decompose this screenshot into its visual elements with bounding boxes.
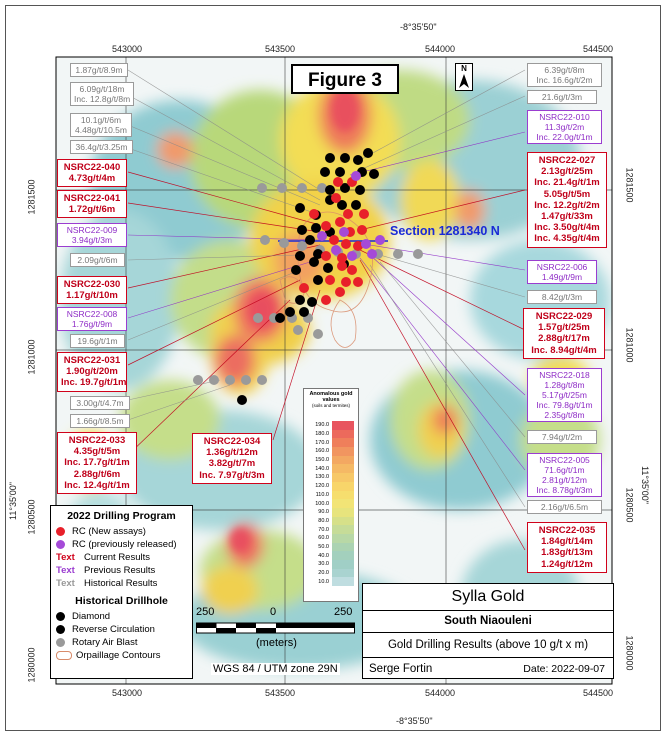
gray-dot-icon (56, 638, 65, 647)
callout-g13 (527, 500, 602, 514)
rc-prev-drillhole (347, 251, 357, 261)
map-subtitle: Gold Drilling Results (above 10 g/t x m) (363, 633, 613, 658)
scale-bar (196, 621, 356, 635)
callout-line: Inc. 12.8g/t/8m (74, 94, 131, 105)
color-scale-row (307, 508, 357, 517)
callout-line: 2.35g/t/8m (544, 410, 585, 421)
color-scale-value: 110.0 (315, 491, 329, 498)
color-scale-swatch (332, 491, 354, 500)
callout-line: NSRC22-009 (66, 225, 118, 235)
purple-dot-icon (56, 540, 65, 549)
rc-new-drillhole (347, 265, 357, 275)
callout-p009 (57, 223, 127, 247)
legend-rab (56, 636, 187, 649)
callout-line: 1.72g/t/6m (68, 204, 116, 216)
callout-line: 4.48g/t/10.5m (75, 125, 127, 136)
scale-bar-zero: 0 (270, 606, 277, 618)
northing-right-1: 1281500 (624, 167, 635, 203)
color-scale-row (307, 491, 357, 500)
project-name: South Niaouleni (363, 611, 613, 633)
color-scale-value: 140.0 (315, 465, 329, 472)
legend-historical-label: Historical Results (84, 578, 158, 589)
rab-drillhole (253, 313, 263, 323)
rc-new-drillhole (335, 287, 345, 297)
color-scale-row (307, 447, 357, 456)
callout-line: 1.84g/t/14m (541, 536, 593, 548)
color-scale (303, 388, 359, 602)
callout-line: Inc. 22.0g/t/1m (536, 132, 593, 143)
callout-line: 5.17g/t/25m (542, 390, 587, 401)
callout-r041 (57, 190, 127, 218)
callout-line: 1.24g/t/12m (541, 558, 593, 570)
rc-new-drillhole (321, 221, 331, 231)
rc-new-drillhole (353, 277, 363, 287)
easting-tick-4: 544500 (583, 44, 614, 54)
callout-line: 11.3g/t/2m (544, 122, 585, 133)
rab-drillhole (260, 235, 270, 245)
callout-line: 2.13g/t/25m (541, 166, 593, 178)
callout-line: 36.4g/t/3.25m (75, 142, 128, 152)
scale-bar-labels (196, 606, 356, 620)
easting-tick-b1: 543000 (112, 688, 143, 698)
historical-drillhole (295, 295, 305, 305)
callout-line: 1.57g/t/25m (538, 322, 590, 334)
color-scale-swatch (332, 517, 354, 526)
legend-rc-new (56, 525, 187, 538)
rc-new-drillhole (309, 209, 319, 219)
callout-line: 2.81g/t/12m (542, 475, 587, 486)
callout-line: 2.88g/t/6m (73, 468, 121, 480)
left-latitude: 11°35'00" (7, 482, 18, 520)
callout-g8 (70, 414, 130, 428)
historical-drillhole (313, 275, 323, 285)
black-dot-icon (56, 612, 65, 621)
callout-line: 5.05g/t/5m (543, 188, 591, 200)
northing-left-4: 1280000 (26, 647, 37, 683)
text-swatch-red: Text (56, 552, 75, 563)
author-date-row (363, 658, 613, 681)
callout-line: 1.17g/t/10m (66, 290, 118, 302)
legend-current (56, 551, 187, 564)
callout-line: 1.49g/t/9m (541, 272, 583, 283)
callout-r029 (523, 308, 605, 359)
callout-g3 (70, 113, 132, 137)
color-scale-value: 100.0 (315, 500, 329, 507)
color-scale-value: 70.0 (318, 526, 329, 533)
color-scale-value: 190.0 (315, 422, 329, 429)
color-scale-value: 150.0 (315, 457, 329, 464)
rc-prev-drillhole (339, 227, 349, 237)
rc-new-drillhole (335, 217, 345, 227)
color-scale-swatch (332, 482, 354, 491)
north-arrow (455, 63, 473, 91)
legend-rc-prev (56, 538, 187, 551)
easting-tick-3: 544000 (425, 44, 456, 54)
callout-line: Inc. 8.78g/t/3m (536, 485, 593, 496)
bottom-longitude: -8°35'50" (396, 716, 433, 726)
callout-line: Inc. 7.97g/t/3m (199, 469, 265, 481)
legend (50, 505, 193, 679)
callout-r034 (192, 433, 272, 484)
callout-line: 3.00g/t/4.7m (76, 398, 124, 408)
callout-line: 1.76g/t/9m (71, 319, 113, 330)
color-scale-value: 10.0 (318, 578, 329, 585)
callout-g12 (527, 430, 597, 444)
callout-line: 71.6g/t/1m (544, 465, 585, 476)
callout-line: NSRC22-027 (538, 155, 596, 166)
callout-g1 (70, 63, 128, 77)
color-scale-swatch (332, 499, 354, 508)
rc-new-drillhole (299, 283, 309, 293)
legend-title: 2022 Drilling Program (67, 510, 176, 522)
callout-line: Inc. 8.94g/t/4m (531, 344, 597, 356)
color-scale-row (307, 577, 357, 586)
callout-line: 1.90g/t/20m (66, 366, 118, 378)
callout-line: Inc. 19.7g/t/1m (61, 377, 127, 389)
callout-r035 (527, 522, 607, 573)
historical-drillhole (237, 395, 247, 405)
legend-diamond (56, 610, 187, 623)
scale-bar-left: 250 (196, 606, 215, 618)
historical-drillhole (355, 185, 365, 195)
historical-drillhole (309, 257, 319, 267)
rc-prev-drillhole (331, 245, 341, 255)
rab-drillhole (293, 325, 303, 335)
callout-line: Inc. 21.4g/t/1m (534, 177, 600, 189)
text-swatch-gray: Text (56, 578, 75, 589)
legend-rc-new-label: RC (New assays) (72, 526, 146, 537)
callout-line: 1.66g/t/8.5m (76, 416, 124, 426)
rc-new-drillhole (321, 295, 331, 305)
north-arrow-letter: N (461, 64, 467, 73)
historical-drillhole (295, 203, 305, 213)
rab-drillhole (225, 375, 235, 385)
scale-bar-right: 250 (334, 606, 353, 618)
easting-tick-b2: 543500 (265, 688, 296, 698)
easting-tick-b3: 544000 (425, 688, 456, 698)
color-scale-swatch (332, 551, 354, 560)
historical-drillhole (291, 265, 301, 275)
callout-r030 (57, 276, 127, 304)
black-dot-icon (56, 625, 65, 634)
callout-g2 (70, 82, 134, 106)
callout-g4 (70, 140, 133, 154)
historical-drillhole (297, 225, 307, 235)
callout-line: NSRC22-006 (536, 262, 588, 272)
historical-drillhole (275, 313, 285, 323)
legend-hist-title: Historical Drillhole (75, 595, 168, 607)
rab-drillhole (257, 375, 267, 385)
historical-drillhole (363, 148, 373, 158)
callout-line: 1.36g/t/12m (206, 447, 258, 459)
color-scale-value: 180.0 (315, 431, 329, 438)
rc-new-drillhole (321, 251, 331, 261)
color-scale-value: 60.0 (318, 535, 329, 542)
legend-current-label: Current Results (84, 552, 150, 563)
scale-bar-units: (meters) (256, 637, 297, 649)
color-scale-rows (307, 421, 357, 586)
callout-g11 (527, 290, 597, 304)
rc-new-drillhole (341, 239, 351, 249)
rc-prev-drillhole (317, 231, 327, 241)
historical-drillhole (351, 200, 361, 210)
color-scale-row (307, 456, 357, 465)
historical-drillhole (320, 167, 330, 177)
rab-drillhole (193, 375, 203, 385)
callout-line: NSRC22-035 (538, 525, 596, 536)
historical-drillhole (325, 153, 335, 163)
color-scale-value: 30.0 (318, 561, 329, 568)
color-scale-swatch (332, 569, 354, 578)
callout-line: 2.09g/t/6m (77, 255, 118, 265)
historical-drillhole (353, 155, 363, 165)
color-scale-value: 120.0 (315, 483, 329, 490)
callout-g6 (70, 334, 125, 348)
easting-tick-1: 543000 (112, 44, 143, 54)
historical-drillhole (295, 251, 305, 261)
rc-prev-drillhole (375, 235, 385, 245)
callout-g9 (527, 63, 602, 87)
callout-line: Inc. 12.2g/t/2m (534, 199, 600, 211)
northing-right-3: 1280500 (624, 487, 635, 523)
callout-r027 (527, 152, 607, 248)
right-latitude: 11°35'00" (639, 466, 650, 504)
rc-new-drillhole (329, 235, 339, 245)
color-scale-row (307, 438, 357, 447)
rc-new-drillhole (333, 177, 343, 187)
northing-right-4: 1280000 (624, 635, 635, 671)
callout-line: 1.83g/t/13m (541, 547, 593, 559)
northing-left-3: 1280500 (26, 499, 37, 535)
color-scale-swatch (332, 447, 354, 456)
legend-previous-label: Previous Results (84, 565, 156, 576)
callout-line: NSRC22-031 (63, 355, 121, 366)
color-scale-value: 80.0 (318, 517, 329, 524)
callout-line: Inc. 3.50g/t/4m (534, 222, 600, 234)
callout-line: 19.6g/t/1m (77, 336, 118, 346)
color-scale-swatch (332, 543, 354, 552)
callout-line: NSRC22-029 (535, 311, 593, 322)
callout-line: 4.35g/t/5m (73, 446, 121, 458)
callout-line: 3.94g/t/3m (71, 235, 113, 246)
color-scale-row (307, 517, 357, 526)
section-label: Section 1281340 N (390, 224, 500, 238)
rc-new-drillhole (331, 193, 341, 203)
color-scale-subtitle: (soils and termites) (311, 403, 350, 408)
color-scale-row (307, 560, 357, 569)
color-scale-swatch (332, 438, 354, 447)
rc-prev-drillhole (367, 249, 377, 259)
color-scale-swatch (332, 534, 354, 543)
color-scale-row (307, 421, 357, 430)
rab-drillhole (279, 238, 289, 248)
callout-line: NSRC22-041 (63, 193, 121, 204)
callout-line: 1.47g/t/33m (541, 211, 593, 223)
callout-line: 1.87g/t/8.9m (75, 65, 123, 75)
date: Date: 2022-09-07 (523, 663, 605, 675)
text-swatch-purple: Text (56, 565, 75, 576)
callout-p005 (527, 453, 602, 497)
color-scale-swatch (332, 456, 354, 465)
callout-line: Inc. 17.7g/t/1m (64, 457, 130, 469)
rab-drillhole (241, 375, 251, 385)
rc-new-drillhole (325, 275, 335, 285)
callout-g10 (527, 90, 597, 104)
author: Serge Fortin (369, 663, 433, 675)
color-scale-row (307, 569, 357, 578)
callout-line: Inc. 16.6g/t/2m (536, 75, 593, 86)
rab-drillhole (257, 183, 267, 193)
rc-new-drillhole (357, 225, 367, 235)
rc-prev-drillhole (361, 239, 371, 249)
callout-line: 4.73g/t/4m (68, 173, 116, 185)
historical-drillhole (340, 153, 350, 163)
legend-rab-label: Rotary Air Blast (72, 637, 138, 648)
color-scale-row (307, 499, 357, 508)
callout-p006 (527, 260, 597, 284)
color-scale-row (307, 464, 357, 473)
callout-line: NSRC22-040 (63, 162, 121, 173)
legend-diamond-label: Diamond (72, 611, 111, 622)
top-longitude: -8°35'50" (400, 22, 437, 32)
callout-r033 (57, 432, 137, 494)
color-scale-title: Anomalous gold values (309, 391, 353, 403)
historical-drillhole (369, 169, 379, 179)
legend-orpaillage-label: Orpaillage Contours (76, 650, 161, 661)
color-scale-swatch (332, 464, 354, 473)
callout-g5 (70, 253, 125, 267)
rab-drillhole (297, 183, 307, 193)
color-scale-swatch (332, 560, 354, 569)
callout-line: 6.09g/t/18m (79, 84, 125, 94)
rab-drillhole (413, 249, 423, 259)
legend-rc-prev-label: RC (previously released) (72, 539, 177, 550)
contour-swatch-icon (56, 651, 72, 660)
historical-drillhole (335, 167, 345, 177)
color-scale-row (307, 482, 357, 491)
projection-label: WGS 84 / UTM zone 29N (213, 663, 338, 675)
color-scale-row (307, 534, 357, 543)
red-dot-icon (56, 527, 65, 536)
title-block (362, 583, 614, 679)
callout-line: Inc. 12.4g/t/1m (64, 479, 130, 491)
callout-line: NSRC22-008 (66, 309, 118, 319)
callout-line: 8.42g/t/3m (541, 292, 583, 302)
color-scale-swatch (332, 421, 354, 430)
callout-p018 (527, 368, 602, 422)
callout-line: 1.28g/t/8m (544, 380, 585, 391)
color-scale-row (307, 543, 357, 552)
historical-drillhole (305, 235, 315, 245)
color-scale-value: 90.0 (318, 509, 329, 516)
callout-line: NSRC22-034 (203, 436, 261, 447)
legend-historical-results (56, 577, 187, 590)
color-scale-swatch (332, 508, 354, 517)
figure-label: Figure 3 (291, 64, 399, 94)
northing-left-1: 1281500 (26, 179, 37, 215)
callout-line: 2.88g/t/17m (538, 333, 590, 345)
rc-new-drillhole (359, 209, 369, 219)
callout-line: 6.39g/t/8m (544, 65, 585, 75)
easting-tick-2: 543500 (265, 44, 296, 54)
rab-drillhole (209, 375, 219, 385)
rc-new-drillhole (337, 261, 347, 271)
color-scale-value: 170.0 (315, 439, 329, 446)
rab-drillhole (393, 249, 403, 259)
historical-drillhole (323, 263, 333, 273)
color-scale-value: 40.0 (318, 552, 329, 559)
callout-line: Inc. 79.8g/t/1m (536, 400, 593, 411)
historical-drillhole (299, 307, 309, 317)
color-scale-row (307, 473, 357, 482)
callout-p008 (57, 307, 127, 331)
callout-line: 21.6g/t/3m (541, 92, 583, 102)
rc-prev-drillhole (351, 171, 361, 181)
legend-rc-label: Reverse Circulation (72, 624, 155, 635)
callout-r040 (57, 159, 127, 187)
callout-line: NSRC22-005 (539, 455, 590, 465)
legend-previous (56, 564, 187, 577)
color-scale-swatch (332, 473, 354, 482)
northing-left-2: 1281000 (26, 339, 37, 375)
historical-drillhole (285, 307, 295, 317)
color-scale-row (307, 525, 357, 534)
rab-drillhole (277, 183, 287, 193)
northing-right-2: 1281000 (624, 327, 635, 363)
callout-p010 (527, 110, 602, 144)
color-scale-row (307, 551, 357, 560)
legend-rc (56, 623, 187, 636)
callout-line: NSRC22-010 (539, 112, 590, 122)
callout-g7 (70, 396, 130, 410)
color-scale-swatch (332, 430, 354, 439)
north-arrow-icon (456, 73, 472, 90)
rab-drillhole (313, 329, 323, 339)
color-scale-value: 50.0 (318, 543, 329, 550)
callout-line: Inc. 4.35g/t/4m (534, 233, 600, 245)
callout-line: NSRC22-033 (68, 435, 126, 446)
callout-line: 2.16g/t/6.5m (540, 502, 589, 512)
easting-tick-b4: 544500 (583, 688, 614, 698)
callout-line: NSRC22-030 (63, 279, 121, 290)
color-scale-value: 160.0 (315, 448, 329, 455)
company-name: Sylla Gold (363, 584, 613, 611)
color-scale-swatch (332, 525, 354, 534)
rc-new-drillhole (341, 277, 351, 287)
legend-orpaillage (56, 649, 187, 662)
historical-drillhole (307, 297, 317, 307)
callout-line: 10.1g/t/6m (80, 115, 122, 125)
color-scale-value: 130.0 (315, 474, 329, 481)
color-scale-value: 20.0 (318, 570, 329, 577)
callout-r031 (57, 352, 127, 392)
color-scale-swatch (332, 577, 354, 586)
callout-line: NSRC22-018 (539, 370, 590, 380)
rc-new-drillhole (343, 209, 353, 219)
color-scale-row (307, 430, 357, 439)
callout-line: 7.94g/t/2m (541, 432, 583, 442)
callout-line: 3.82g/t/7m (208, 458, 256, 470)
